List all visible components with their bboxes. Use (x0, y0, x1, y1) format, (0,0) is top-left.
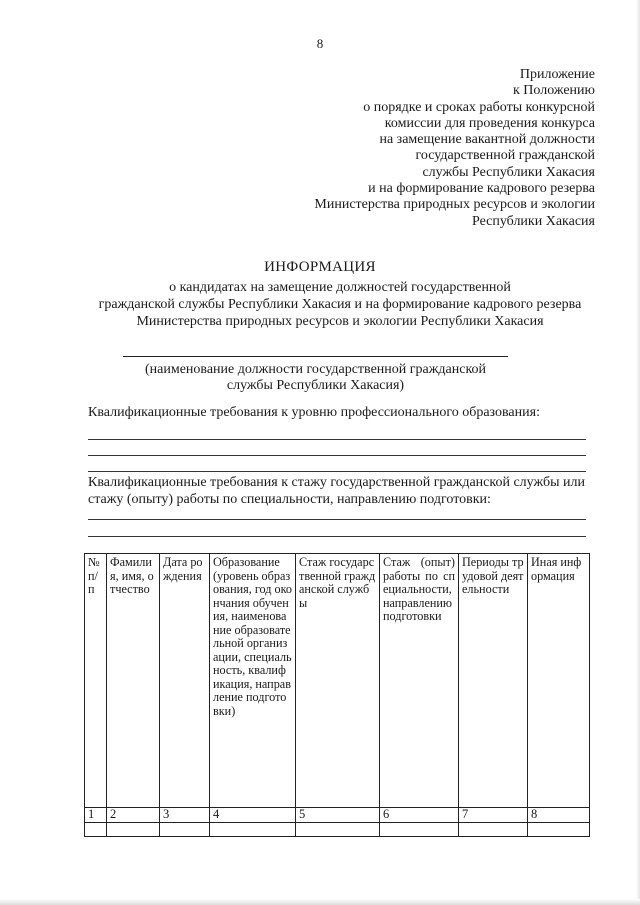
scan-edge-shadow (636, 0, 640, 905)
appendix-line: комиссии для проведения конкурса (384, 115, 595, 131)
table-cell (210, 822, 296, 836)
table-cell (85, 822, 107, 836)
column-number: 4 (210, 808, 296, 823)
candidates-table (84, 553, 590, 837)
appendix-line: Приложение (519, 67, 595, 82)
education-requirements-label: Квалификационные требования к уровню профессионального образования: (88, 405, 540, 420)
position-fill-line (123, 356, 508, 357)
table-cell (160, 822, 210, 836)
column-number: 1 (85, 808, 107, 823)
subtitle-line: о кандидатах на замещение должностей государственной (169, 280, 511, 295)
column-header-other-info: Иная информация (528, 554, 590, 808)
scan-bottom-shadow (0, 899, 640, 905)
table-header-row (85, 554, 590, 808)
column-number: 5 (296, 808, 380, 823)
column-number: 7 (459, 808, 528, 823)
position-caption (123, 362, 508, 394)
appendix-line: на замещение вакантной должности (379, 132, 595, 148)
education-fill-line (88, 439, 586, 440)
page-number: 8 (316, 36, 324, 51)
column-header-birth-date: Дата рождения (160, 554, 210, 808)
position-caption-line: службы Республики Хакасия) (226, 378, 405, 393)
subtitle-line: Министерства природных ресурсов и экологии Республики Хакасия (136, 314, 544, 329)
table-cell (107, 822, 160, 836)
appendix-line: о порядке и сроках работы конкурсной (363, 99, 595, 115)
column-header-specialty-experience: Стаж (опыт) работы по специальности, направлению подготовки (380, 554, 459, 808)
column-number: 6 (380, 808, 459, 823)
appendix-block (265, 67, 595, 230)
column-header-civil-service-experience: Стаж государственной гражданской службы (296, 554, 380, 808)
appendix-line: службы Республики Хакасия (422, 164, 595, 180)
appendix-line: Министерства природных ресурсов и экологии (314, 197, 595, 213)
experience-requirements-label: Квалификационные требования к стажу государственной гражданской службы или стажу (опыту) работы по специальности, направлению подготовки: (88, 475, 585, 507)
table-cell (528, 822, 590, 836)
column-header-number: № п/п (85, 554, 107, 808)
appendix-line: к Положению (512, 83, 595, 99)
position-caption-line: (наименование должности государственной гражданской (144, 362, 487, 377)
appendix-line: государственной гражданской (415, 148, 595, 164)
experience-fill-line (88, 536, 586, 537)
education-fill-line (88, 471, 586, 472)
column-header-work-periods: Периоды трудовой деятельности (459, 554, 528, 808)
column-header-full-name: Фамилия, имя, отчество (107, 554, 160, 808)
experience-fill-line (88, 519, 586, 520)
table-cell (459, 822, 528, 836)
table-cell (380, 822, 459, 836)
appendix-line: и на формирование кадрового резерва (368, 181, 595, 197)
column-number: 8 (528, 808, 590, 823)
column-numbers-row (85, 808, 590, 823)
education-fill-line (88, 455, 586, 456)
subtitle-line: гражданской службы Республики Хакасия и на формирование кадрового резерва (98, 297, 582, 312)
document-subtitle (60, 279, 620, 330)
column-number: 3 (160, 808, 210, 823)
column-number: 2 (107, 808, 160, 823)
table-cell (296, 822, 380, 836)
column-header-education: Образование (уровень образования, год окончания обучения, наименование образовательной организации, специальность, квалификация, направление подготовки) (210, 554, 296, 808)
table-empty-row (85, 822, 590, 836)
document-title: ИНФОРМАЦИЯ (264, 259, 376, 275)
appendix-line: Республики Хакасия (471, 213, 595, 229)
